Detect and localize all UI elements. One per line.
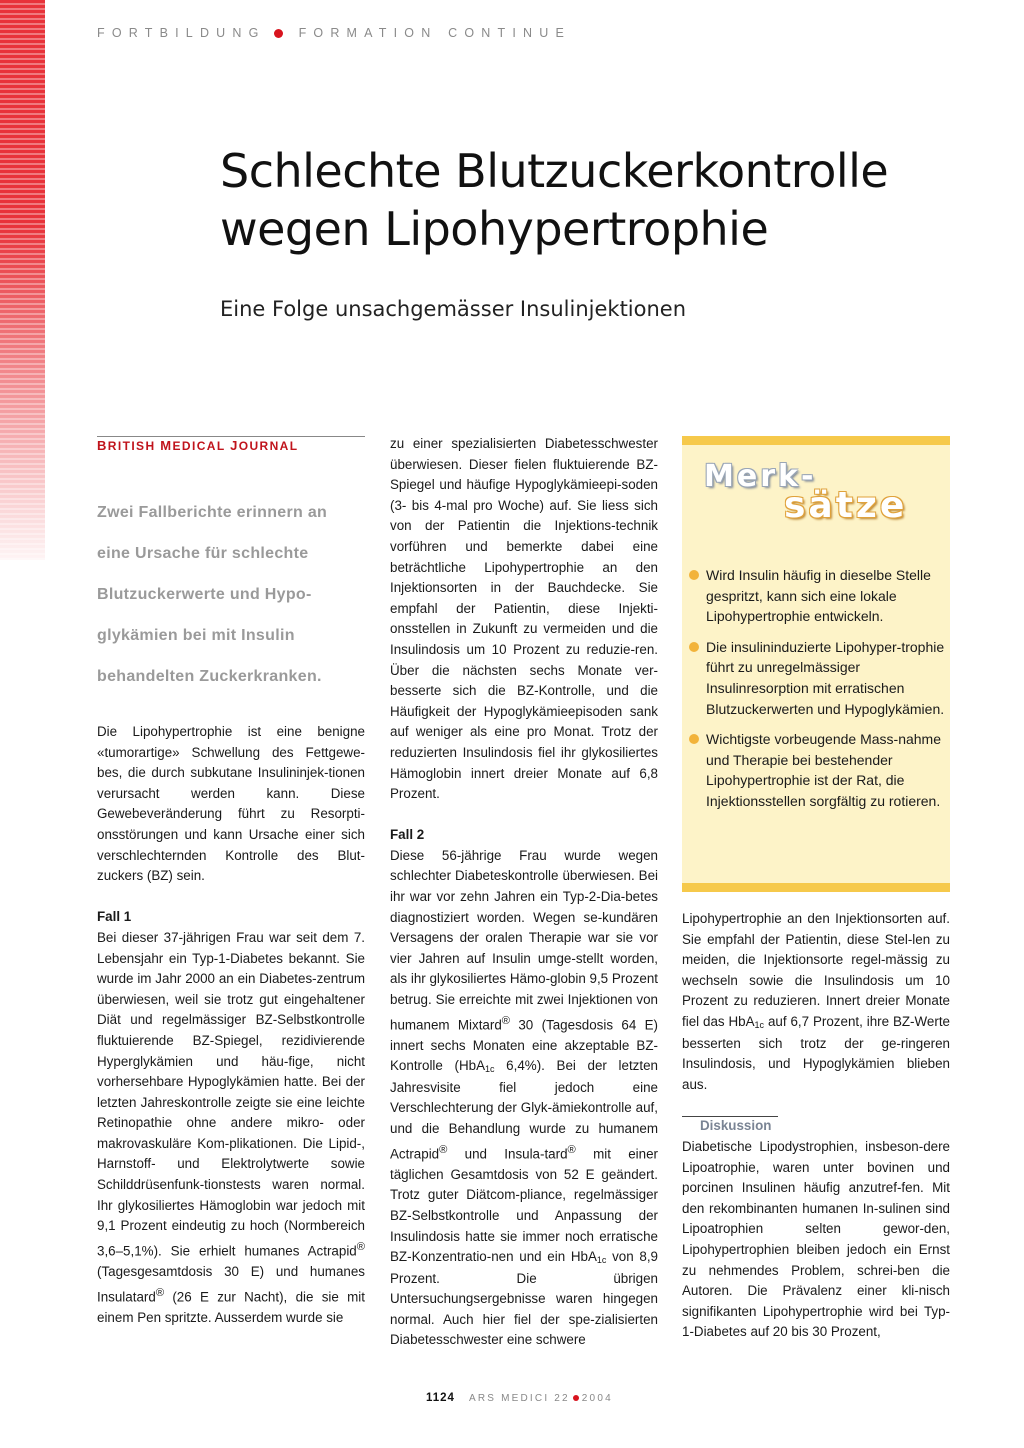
page-footer [426, 1392, 613, 1404]
merksaetze-title-2: sätze [784, 485, 908, 526]
running-head [97, 26, 571, 40]
diskussion-paragraph: Diabetische Lipodystrophien, insbeson-dere Lipoatrophie, waren unter bovinen und porcinen Insulinen häufig anzutref-fen. Mit den rekombinanten humanen In-sulinen sind Lipoatrophien selten gewor-den, Lipohypertrophien bleiben jedoch ein Ernst zu nehmendes Problem, schrei-ben die Autoren. Die Prävalenz einer kli-nisch signifikanten Lipohypertrophie wird bei Typ-1-Diabetes auf 20 bis 30 Prozent, [682, 1139, 950, 1340]
source-journal: BRITISH MEDICAL JOURNAL [97, 438, 299, 453]
merksaetze-list [688, 565, 946, 822]
merksaetze-item: Wichtigste vorbeugende Mass-nahme und Therapie bei bestehender Lipohypertrophie ist der Rat, die Injektionsstellen sorgfältig zu rotieren. [688, 729, 946, 811]
running-head-left: FORTBILDUNG [97, 26, 266, 40]
column-1 [97, 722, 365, 1328]
diskussion-divider [682, 1116, 778, 1117]
bullet-dot-icon [573, 1395, 579, 1401]
title-line-1: Schlechte Blutzuckerkontrolle [220, 144, 889, 198]
fall-1-heading: Fall 1 [97, 909, 132, 925]
article-title [220, 142, 980, 258]
merksaetze-item: Wird Insulin häufig in dieselbe Stelle gespritzt, kann sich eine lokale Lipohypertrophie entwickeln. [688, 565, 946, 627]
page-number: 1124 [426, 1392, 455, 1404]
merksaetze-title-1: Merk- [704, 459, 817, 494]
bullet-dot-icon [689, 734, 699, 744]
fall-2-heading: Fall 2 [390, 827, 425, 843]
footer-year: 2004 [581, 1392, 613, 1404]
article-subtitle: Eine Folge unsachgemässer Insulinjektionen [220, 297, 687, 321]
bullet-dot-icon [689, 642, 699, 652]
source-divider [97, 436, 365, 437]
bullet-dot-icon [689, 570, 699, 580]
diskussion-column [682, 1137, 950, 1343]
fall-2-continued-paragraph: Lipohypertrophie an den Injektionsorten auf. Sie empfahl der Patientin, diese Stel-len zu meiden, die Injektionsorte regel-mässig zu wechseln sowie die Insulindosis um 10 Prozent zu reduzieren. Innert dreier Monate fiel das HbA$_{1c}$ auf 6,7 Prozent, ihre BZ-Werte besserten sich trotz der ge-ringeren Insulindosis, und Hypoglykämien blieben aus. [682, 911, 950, 1092]
column-3 [682, 909, 950, 1095]
intro-paragraph: Die Lipohypertrophie ist eine benigne «tumorartige» Schwellung des Fettgewe-bes, die durch subkutane Insulininjek-tionen verursacht werden kann. Diese Gewebeveränderung führt zu Resorpti-onsstörungen und kann Ursache einer sich verschlechternden Kontrolle des Blut-zuckers (BZ) sein. [97, 724, 365, 884]
merksaetze-item: Die insulininduzierte Lipohyper-trophie führt zu unregelmässiger Insulinresorption mit erratischen Blutzuckerwerten und Hypoglykämien. [688, 637, 946, 719]
lead-paragraph: Zwei Fallberichte erinnern an eine Ursache für schlechte Blutzuckerwerte und Hypo-glykämien bei mit Insulin behandelten Zuckerkranken. [97, 504, 328, 685]
footer-journal: ARS MEDICI 22 [468, 1392, 570, 1404]
diskussion-heading: Diskussion [700, 1118, 772, 1133]
fall-2-paragraph: Diese 56-jährige Frau wurde wegen schlechter Diabeteskontrolle überwiesen. Bei ihr war vor zehn Jahren ein Typ-2-Dia-betes diagnostiziert worden. Wegen se-kundären Versagens der oralen Therapie war sie vor vier Jahren auf Insulin umge-stellt worden, als ihr glykosiliertes Hämo-globin 9,5 Prozent betrug. Sie erreichte mit zwei Injektionen von humanem Mixtard® 30 (Tagesdosis 64 E) innert sechs Monaten eine akzeptable BZ-Kontrolle (HbA$_{1c}$ 6,4%). Bei der letzten Jahresvisite fiel jedoch eine Verschlechterung der Glyk-ämiekontrolle auf, und die Behandlung wurde zu humanem Actrapid® und Insula-tard® mit einer täglichen Gesamtdosis von 52 E geändert. Trotz guter Diätcom-pliance, regelmässiger BZ-Selbstkontrolle und Anpassung der Insulindosis hatte sie immer noch erratische BZ-Konzentratio-nen und ein HbA$_{1c}$ von 8,9 Prozent. Die übrigen Untersuchungsergebnisse waren hingegen normal. Auch hier fiel der spe-zialisierten Diabetesschwester eine schwere [390, 847, 658, 1348]
merksaetze-box [682, 436, 950, 892]
fall-1-paragraph: Bei dieser 37-jährigen Frau war seit dem 7. Lebensjahr ein Typ-1-Diabetes bekannt. Sie wurde im Jahr 2000 an ein Diabetes-zentrum überwiesen, weil sie trotz gut eingehaltener Diät und regelmässiger BZ-Selbstkontrolle fluktuierende BZ-Spiegel, rezidivierende Hyperglykämien und häu-fige, nicht vorhersehbare Hypoglykämien hatte. Bei der letzten Jahreskontrolle zeigte sie eine leichte Retinopathie ohne andere mikro- oder makrovaskuläre Kom-plikationen. Die Lipid-, Harnstoff- und Elektrolytwerte sowie Schilddrüsenfunk-tionstests waren normal. Ihr glykosiliertes Hämoglobin war jedoch mit 9,1 Prozent eindeutig zu hoch (Normbereich 3,6–5,1%). Sie erhielt humanes Actrapid® (Tagesgesamtdosis 30 E) und humanes Insulatard® (26 E zur Nacht), die sie mit einem Pen spritzte. Ausserdem wurde sie [97, 929, 365, 1325]
title-line-2: wegen Lipohypertrophie [220, 202, 769, 256]
running-head-right: FORMATION CONTINUE [298, 26, 571, 40]
column-2 [390, 434, 658, 1351]
bullet-dot-icon [274, 29, 283, 38]
decorative-side-stripe [0, 0, 45, 560]
fall-1-continued-paragraph: zu einer spezialisierten Diabetesschwester überwiesen. Dieser fielen fluktuierende BZ-Spiegel und häufige Hypoglykämieepi-soden (3- bis 4-mal pro Woche) auf. Sie liess sich von der Patientin die Injektions-technik vorführen und bemerkte dabei eine beträchtliche Lipohypertrophie an den Injektionsorten in der Bauchdecke. Sie empfahl der Patientin, diese Injekti-onsstellen in Zukunft zu vermeiden und die Insulindosis um 10 Prozent zu reduzie-ren. Über die nächsten sechs Monate ver-besserte sich die BZ-Kontrolle, und die Häufigkeit der Hypoglykämieepisoden sank auf weniger als eine pro Monat. Trotz der reduzierten Insulindosis fiel ihr glykosiliertes Hämoglobin innert dreier Monate auf 6,8 Prozent. [390, 436, 658, 802]
